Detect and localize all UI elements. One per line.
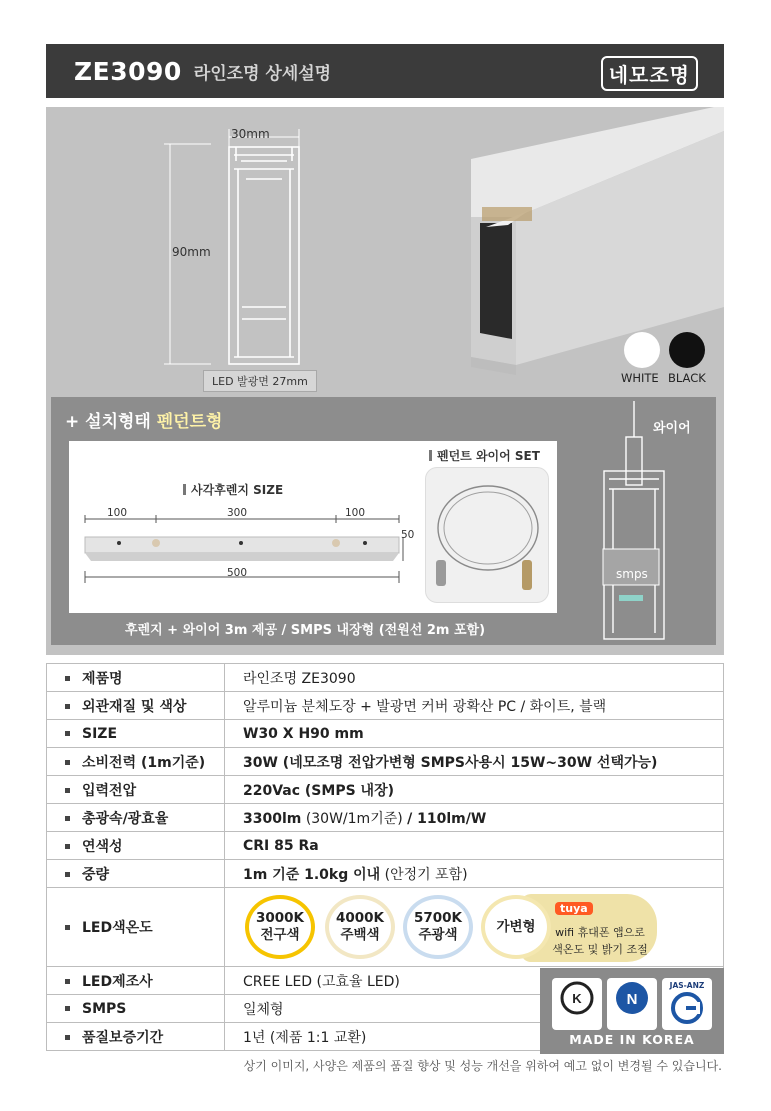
table-row	[47, 888, 724, 967]
tuya-line2: 색온도 및 밝기 조절	[552, 943, 648, 956]
canopy-dim-left: 100	[107, 507, 128, 519]
canopy-info-box	[69, 441, 557, 613]
wire-label: 와이어	[653, 421, 691, 436]
wire-set-caption	[429, 447, 540, 464]
product-visual	[46, 107, 724, 655]
cct-4000k-value: 4000K	[335, 910, 385, 926]
jas-anz-cert-badge	[662, 978, 712, 1030]
table-row	[47, 664, 724, 692]
cct-3000k-name: 전구색	[260, 927, 300, 943]
spec-key-size: SIZE	[47, 720, 225, 748]
spec-key-material: 외관재질 및 색상	[47, 692, 225, 720]
install-panel	[51, 397, 716, 645]
brand-logo: 네모조명	[601, 56, 698, 91]
spec-value-name: 라인조명 ZE3090	[225, 664, 724, 692]
canopy-dim-mid: 300	[227, 507, 248, 519]
canopy-dim-total: 500	[227, 567, 248, 579]
spec-key-power: 소비전력 (1m기준)	[47, 748, 225, 776]
spec-value-lumen	[225, 804, 724, 832]
cct-5700k-value: 5700K	[413, 910, 463, 926]
spec-key-smps: SMPS	[47, 995, 225, 1023]
cct-option-5700k	[403, 895, 473, 959]
table-row	[47, 860, 724, 888]
ks-cert-badge	[552, 978, 602, 1030]
tuya-line1: wifi 휴대폰 앱으로	[555, 926, 645, 939]
pendant-profile-svg	[599, 397, 669, 645]
iso-icon	[607, 978, 657, 1020]
wire-set-caption-text: 펜던트 와이어 SET	[437, 449, 540, 463]
tuya-logo: tuya	[555, 902, 593, 915]
canopy-size-caption	[183, 481, 283, 498]
dimension-drawing	[46, 107, 724, 397]
install-footer: 후렌지 + 와이어 3m 제공 / SMPS 내장형 (전원선 2m 포함)	[124, 623, 486, 638]
wire-coil-svg	[426, 468, 550, 604]
spec-key-maker: LED제조사	[47, 967, 225, 995]
spec-value-size: W30 X H90 mm	[225, 720, 724, 748]
cct-option-3000k	[245, 895, 315, 959]
spec-value-cct	[225, 888, 724, 967]
spec-key-input: 입력전압	[47, 776, 225, 804]
install-title-accent: 펜던트형	[156, 412, 223, 432]
jas-anz-label: JAS-ANZ	[669, 981, 705, 990]
profile-drawing-svg	[46, 107, 724, 397]
install-title-prefix: + 설치형태	[65, 412, 157, 432]
header-bar	[46, 44, 724, 98]
cct-options	[225, 888, 723, 966]
spec-key-warranty: 품질보증기간	[47, 1023, 225, 1051]
table-row	[47, 804, 724, 832]
table-row	[47, 748, 724, 776]
header-subtitle: 라인조명 상세설명	[193, 63, 332, 84]
led-surface-label: LED 발광면 27mm	[203, 370, 317, 392]
cct-5700k-name: 주광색	[418, 927, 458, 943]
lumen-basis: (30W/1m기준)	[305, 810, 403, 827]
height-dimension-label: 90mm	[172, 245, 211, 259]
spec-value-weight	[225, 860, 724, 888]
spec-value-power: 30W (네모조명 전압가변형 SMPS사용시 15W~30W 선택가능)	[225, 748, 724, 776]
spec-key-lumen: 총광속/광효율	[47, 804, 225, 832]
spec-value-input: 220Vac (SMPS 내장)	[225, 776, 724, 804]
canopy-drawing-svg	[81, 513, 421, 593]
spec-key-cct: LED색온도	[47, 888, 225, 967]
cct-4000k-name: 주백색	[340, 927, 380, 943]
svg-text:K: K	[572, 991, 582, 1006]
efficacy-value: / 110lm/W	[407, 810, 487, 827]
black-color-label: BLACK	[668, 371, 706, 385]
canopy-dim-right: 100	[345, 507, 366, 519]
table-row	[47, 776, 724, 804]
tuya-text	[545, 924, 655, 958]
cct-variable-value: 가변형	[496, 918, 536, 935]
spec-value-maker: CREE LED (고효율 LED)	[225, 967, 724, 995]
width-dimension-label: 30mm	[231, 127, 270, 141]
spec-value-material: 알루미늄 분체도장 + 발광면 커버 광확산 PC / 화이트, 블랙	[225, 692, 724, 720]
ks-icon	[552, 978, 602, 1020]
wire-set-image	[425, 467, 549, 603]
white-color-label: WHITE	[621, 371, 659, 385]
cct-option-4000k	[325, 895, 395, 959]
spec-value-cri: CRI 85 Ra	[225, 832, 724, 860]
model-name: ZE3090	[74, 56, 182, 86]
svg-text:N: N	[626, 991, 638, 1008]
spec-value-smps: 일체형	[225, 995, 724, 1023]
smps-label: smps	[616, 567, 648, 581]
lumen-value: 3300lm	[243, 810, 302, 827]
spec-key-name: 제품명	[47, 664, 225, 692]
spec-key-weight: 중량	[47, 860, 225, 888]
canopy-size-caption-text: 사각후렌지 SIZE	[191, 483, 284, 497]
canopy-dim-height: 50	[401, 529, 415, 541]
table-row	[47, 832, 724, 860]
certification-panel	[540, 968, 724, 1054]
caption-bar-icon	[429, 450, 432, 461]
made-in-korea-label: MADE IN KOREA	[569, 1032, 695, 1047]
weight-value: 1m 기준 1.0kg 이내	[243, 866, 381, 883]
spec-value-warranty: 1년 (제품 1:1 교환)	[225, 1023, 724, 1051]
cct-3000k-value: 3000K	[255, 910, 305, 926]
spec-key-cri: 연색성	[47, 832, 225, 860]
caption-bar-icon	[183, 484, 186, 495]
cct-option-variable	[481, 895, 551, 959]
table-row	[47, 720, 724, 748]
weight-note: (안정기 포함)	[384, 866, 468, 883]
install-title	[65, 407, 222, 432]
white-color-swatch	[624, 332, 660, 368]
black-color-swatch	[669, 332, 705, 368]
disclaimer-footnote: 상기 이미지, 사양은 제품의 품질 향상 및 성능 개선을 위하여 예고 없이 변경될 수 있습니다.	[243, 1059, 722, 1073]
iso-cert-badge	[607, 978, 657, 1030]
table-row	[47, 692, 724, 720]
